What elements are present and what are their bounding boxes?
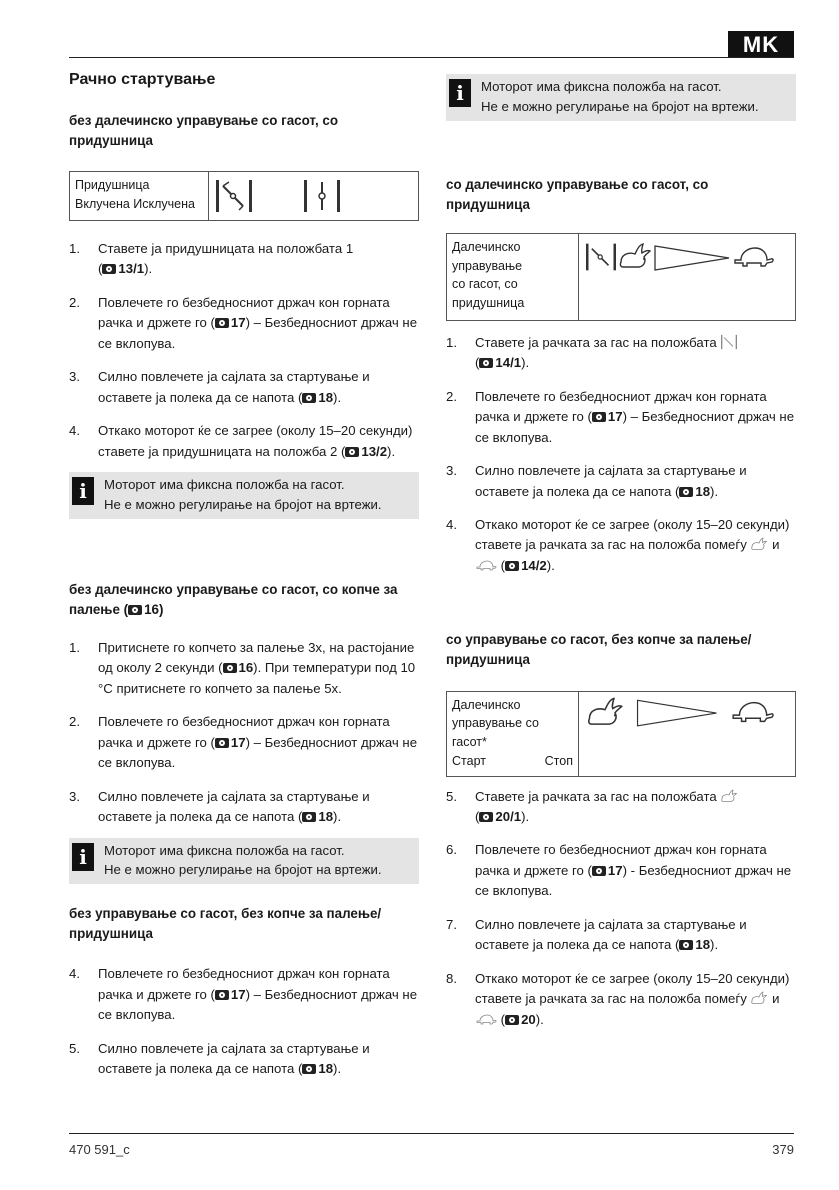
throttle-icons xyxy=(579,692,795,776)
info-icon: i xyxy=(72,843,94,871)
list-item: 2. Повлечете го безбедносниот држач кон горната рачка и држете го ( 17) – Безбедносниот држач не се вклопува. xyxy=(69,714,418,771)
choke-on-icon xyxy=(585,242,617,272)
camera-icon xyxy=(102,264,116,274)
camera-icon xyxy=(505,1015,519,1025)
list-item: 5. Силно повлечете ја сајлата за стартување и оставете ја полека да се напота ( 18). xyxy=(69,1040,370,1077)
section-heading: со далечинско управување со гасот, со придушница xyxy=(446,176,709,212)
steps-list xyxy=(69,239,419,462)
list-item: 8. Откако моторот ќе се загрее (околу 15–20 секунди) ставете ја рачката за гас на положба помеѓу и ( 20). xyxy=(446,970,790,1027)
steps-list xyxy=(69,964,419,1079)
list-item: 2. Повлечете го безбедносниот држач кон горната рачка и држете го ( 17) – Безбедносниот држач не се вклопува. xyxy=(446,388,795,445)
list-item: 1. Притиснете го копчето за палење 3x, на растојание од околу 2 секунди ( 16). При температури под 10 °C притиснете го копчето за палење 5x. xyxy=(69,639,416,696)
throttle-wedge-icon xyxy=(625,696,729,728)
rabbit-icon xyxy=(720,789,738,804)
camera-icon xyxy=(479,358,493,368)
page-number: 379 xyxy=(772,1142,794,1157)
rabbit-icon xyxy=(617,242,653,272)
turtle-icon xyxy=(731,242,775,272)
info-note: i Моторот има фиксна положба на гасот. Не е можно регулирање на бројот на вртежи. xyxy=(69,472,419,519)
turtle-icon xyxy=(729,696,775,728)
list-item: 1. Ставете ја придушницата на положбата 1 ( 13/1). xyxy=(69,241,354,277)
page-title: Рачно стартување xyxy=(69,71,216,88)
section-heading: без далечинско управување со гасот, со копче за палење ( 16) xyxy=(69,581,398,617)
left-column xyxy=(69,70,419,1093)
camera-icon xyxy=(592,412,606,422)
footer-divider xyxy=(69,1133,794,1134)
choke-on-icon xyxy=(720,334,738,350)
list-item: 3. Силно повлечете ја сајлата за стартување и оставете ја полека да се напота ( 18). xyxy=(69,788,370,825)
camera-icon xyxy=(479,812,493,822)
camera-icon xyxy=(128,605,142,615)
section-heading: со управување со гасот, без копче за палење/ придушница xyxy=(446,632,752,668)
steps-list xyxy=(69,638,419,828)
camera-icon xyxy=(592,866,606,876)
camera-icon xyxy=(505,561,519,571)
throttle-control-table xyxy=(446,691,796,777)
remote-throttle-table-label: Далечинско управување со гасот, со придушница xyxy=(447,234,579,320)
list-item: 7. Силно повлечете ја сајлата за стартување и оставете ја полека да се напота ( 18). xyxy=(446,916,747,953)
list-item: 4. Откако моторот ќе се загрее (околу 15–20 секунди) ставете ја рачката за гас на положба помеѓу и ( 14/2). xyxy=(446,516,790,573)
header-divider xyxy=(69,57,794,58)
choke-on-icon xyxy=(215,178,253,214)
list-item: 2. Повлечете го безбедносниот држач кон горната рачка и држете го ( 17) – Безбедносниот држач не се вклопува. xyxy=(69,294,418,351)
list-item: 3. Силно повлечете ја сајлата за стартување и оставете ја полека да се напота ( 18). xyxy=(69,369,370,405)
steps-list xyxy=(446,333,796,577)
turtle-icon xyxy=(475,558,497,573)
camera-icon xyxy=(302,1064,316,1074)
language-badge: MK xyxy=(728,31,794,58)
steps-list xyxy=(446,787,796,1031)
info-icon: i xyxy=(72,477,94,505)
list-item: 6. Повлечете го безбедносниот држач кон горната рачка и држете го ( 17) - Безбедносниот држач не се вклопува. xyxy=(446,842,792,899)
list-item: 4. Повлечете го безбедносниот држач кон горната рачка и држете го ( 17) – Безбедносниот држач не се вклопува. xyxy=(69,966,418,1023)
start-label: Старт xyxy=(452,753,486,768)
list-item: 4. Откако моторот ќе се загрее (околу 15–20 секунди) ставете ја придушницата на положба 2 ( 13/2). xyxy=(69,423,413,459)
camera-icon xyxy=(345,447,359,457)
section-heading: без управување со гасот, без копче за палење/ придушница xyxy=(69,906,382,942)
rabbit-icon xyxy=(750,991,768,1006)
camera-icon xyxy=(215,318,229,328)
list-item: 3. Силно повлечете ја сајлата за стартување и оставете ја полека да се напота ( 18). xyxy=(446,463,747,499)
list-item: 1. Ставете ја рачката за гас на положбата ( 14/1). xyxy=(446,333,796,374)
choke-off-icon xyxy=(303,178,341,214)
camera-icon xyxy=(302,393,316,403)
choke-table xyxy=(69,171,419,221)
throttle-icons xyxy=(579,234,795,320)
camera-icon xyxy=(215,990,229,1000)
choke-table-label: Придушница Вклучена Исклучена xyxy=(70,172,209,220)
remote-throttle-table xyxy=(446,233,796,321)
rabbit-icon xyxy=(585,696,625,730)
camera-icon xyxy=(223,663,237,673)
turtle-icon xyxy=(475,1012,497,1027)
rabbit-icon xyxy=(750,537,768,552)
camera-icon xyxy=(302,812,316,822)
choke-icons xyxy=(209,172,418,220)
camera-icon xyxy=(679,940,693,950)
stop-label: Стоп xyxy=(544,753,573,768)
info-note: i Моторот има фиксна положба на гасот. Не е можно регулирање на бројот на вртежи. xyxy=(446,74,796,121)
camera-icon xyxy=(679,487,693,497)
right-column xyxy=(446,74,796,1043)
info-icon: i xyxy=(449,79,471,107)
camera-icon xyxy=(215,738,229,748)
throttle-control-table-label: Далечинско управување со гасот* Старт Стоп xyxy=(447,692,579,776)
section-heading: без далечинско управување со гасот, со придушница xyxy=(69,112,339,148)
info-note: i Моторот има фиксна положба на гасот. Не е можно регулирање на бројот на вртежи. xyxy=(69,838,419,885)
throttle-wedge-icon xyxy=(653,242,731,272)
list-item: 5. Ставете ја рачката за гас на положбата ( 20/1). xyxy=(446,787,796,828)
doc-number: 470 591_c xyxy=(69,1142,130,1157)
